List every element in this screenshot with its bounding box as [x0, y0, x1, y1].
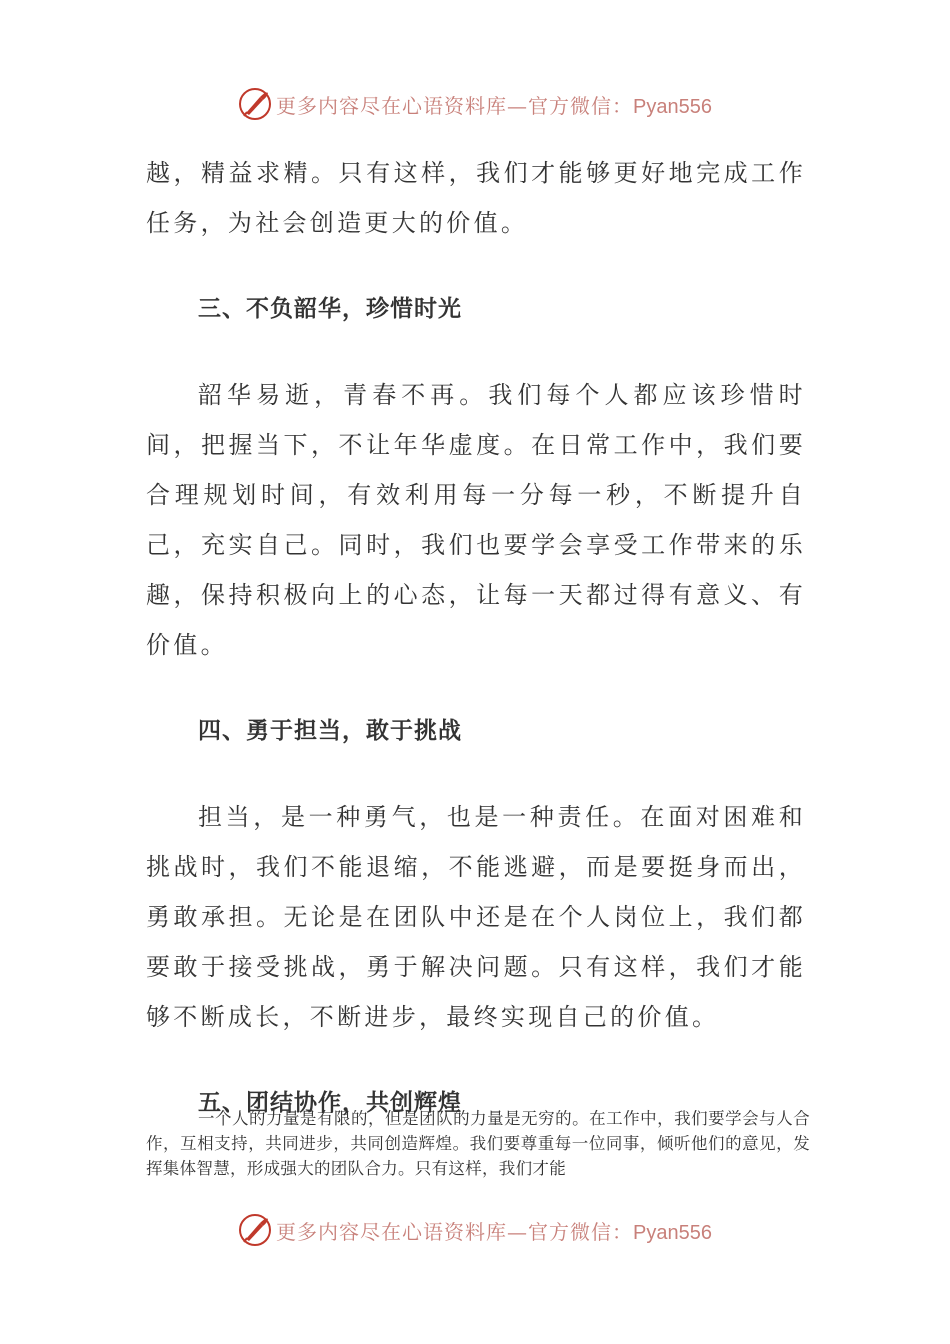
paragraph-section-3: 韶华易逝，青春不再。我们每个人都应该珍惜时间，把握当下，不让年华虚度。在日常工作中，我们要合理规划时间，有效利用每一分每一秒，不断提升自己，充实自己。同时，我们也要学会享受工作带来的乐趣，保持积极向上的心态，让每一天都过得有意义、有价值。 [146, 381, 806, 659]
paragraph-continued: 越，精益求精。只有这样，我们才能够更好地完成工作任务，为社会创造更大的价值。 [146, 159, 806, 237]
quill-pen-logo-icon [238, 87, 272, 121]
paragraph-section-4: 担当，是一种勇气，也是一种责任。在面对困难和挑战时，我们不能退缩，不能逃避，而是要挺身而出，勇敢承担。无论是在团队中还是在个人岗位上，我们都要敢于接受挑战，勇于解决问题。只有这样，我们才能够不断成长，不断进步，最终实现自己的价值。 [146, 803, 806, 1031]
section-heading-3: 三、不负韶华，珍惜时光 [198, 296, 462, 322]
section-heading-4: 四、勇于担当，敢于挑战 [198, 718, 462, 744]
footer-banner-text: 更多内容尽在心语资料库—官方微信：Pyan556 [276, 1219, 712, 1244]
paragraph-section-5: 一个人的力量是有限的，但是团队的力量是无穷的。在工作中，我们要学会与人合作，互相支持，共同进步，共同创造辉煌。我们要尊重每一位同事，倾听他们的意见，发挥集体智慧，形成强大的团队合力。只有这样，我们才能 [146, 1109, 810, 1178]
quill-pen-logo-icon [238, 1213, 272, 1247]
header-banner-text: 更多内容尽在心语资料库—官方微信：Pyan556 [276, 93, 712, 118]
header-banner [0, 84, 950, 124]
section-heading-5: 五、团结协作，共创辉煌 [198, 1090, 462, 1116]
footer-banner [0, 1210, 950, 1250]
document-body [146, 148, 806, 1128]
